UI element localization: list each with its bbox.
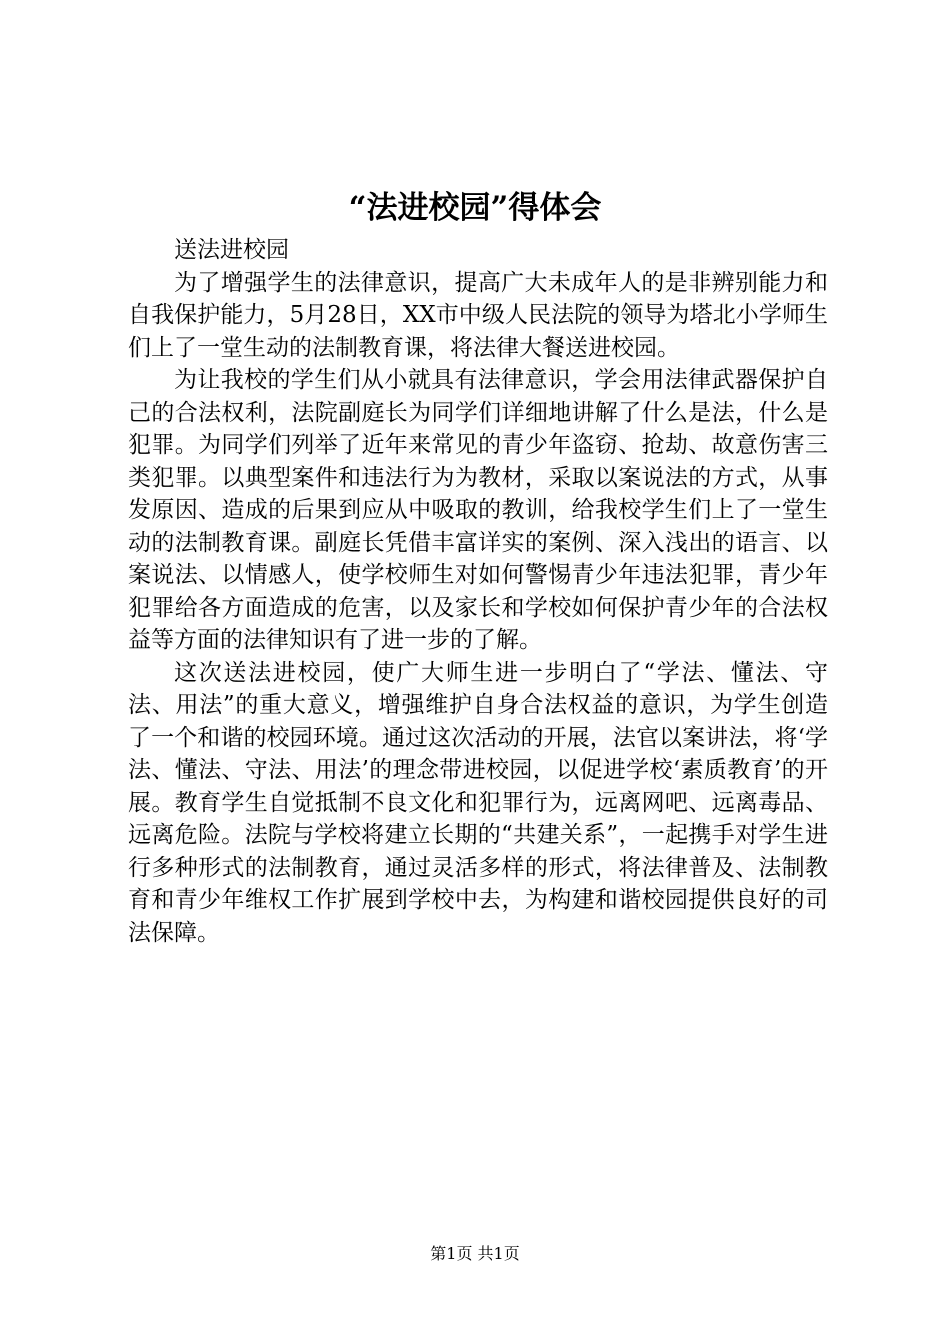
subheading: 送法进校园 — [174, 237, 289, 263]
document-title: “法进校园”得体会 — [348, 190, 602, 226]
paragraph-1: 为了增强学生的法律意识，提高广大未成年人的是非辨别能力和自我保护能力，5月28日，XX市中级人民法院的领导为塔北小学师生们上了一堂生动的法制教育课，将法律大餐送进校园。 — [128, 269, 828, 361]
paragraph-3: 这次送法进校园，使广大师生进一步明白了“学法、懂法、守法、用法”的重大意义，增强维护自身合法权益的意识，为学生创造了一个和谐的校园环境。通过这次活动的开展，法官以案讲法，将‘学法、懂法、守法、用法’的理念带进校园，以促进学校‘素质教育’的开展。教育学生自觉抵制不良文化和犯罪行为，远离网吧、远离毒品、远离危险。法院与学校将建立长期的“共建关系”，一起携手对学生进行多种形式的法制教育，通过灵活多样的形式，将法律普及、法制教育和青少年维权工作扩展到学校中去，为构建和谐校园提供良好的司法保障。 — [128, 659, 828, 946]
document-body — [128, 234, 828, 949]
page-footer: 第1页 共1页 — [430, 1244, 520, 1263]
paragraph-2: 为让我校的学生们从小就具有法律意识，学会用法律武器保护自己的合法权利，法院副庭长为同学们详细地讲解了什么是法，什么是犯罪。为同学们列举了近年来常见的青少年盗窃、抢劫、故意伤害三类犯罪。以典型案件和违法行为为教材，采取以案说法的方式，从事发原因、造成的后果到应从中吸取的教训，给我校学生们上了一堂生动的法制教育课。副庭长凭借丰富详实的案例、深入浅出的语言、以案说法、以情感人，使学校师生对如何警惕青少年违法犯罪，青少年犯罪给各方面造成的危害，以及家长和学校如何保护青少年的合法权益等方面的法律知识有了进一步的了解。 — [128, 367, 828, 653]
